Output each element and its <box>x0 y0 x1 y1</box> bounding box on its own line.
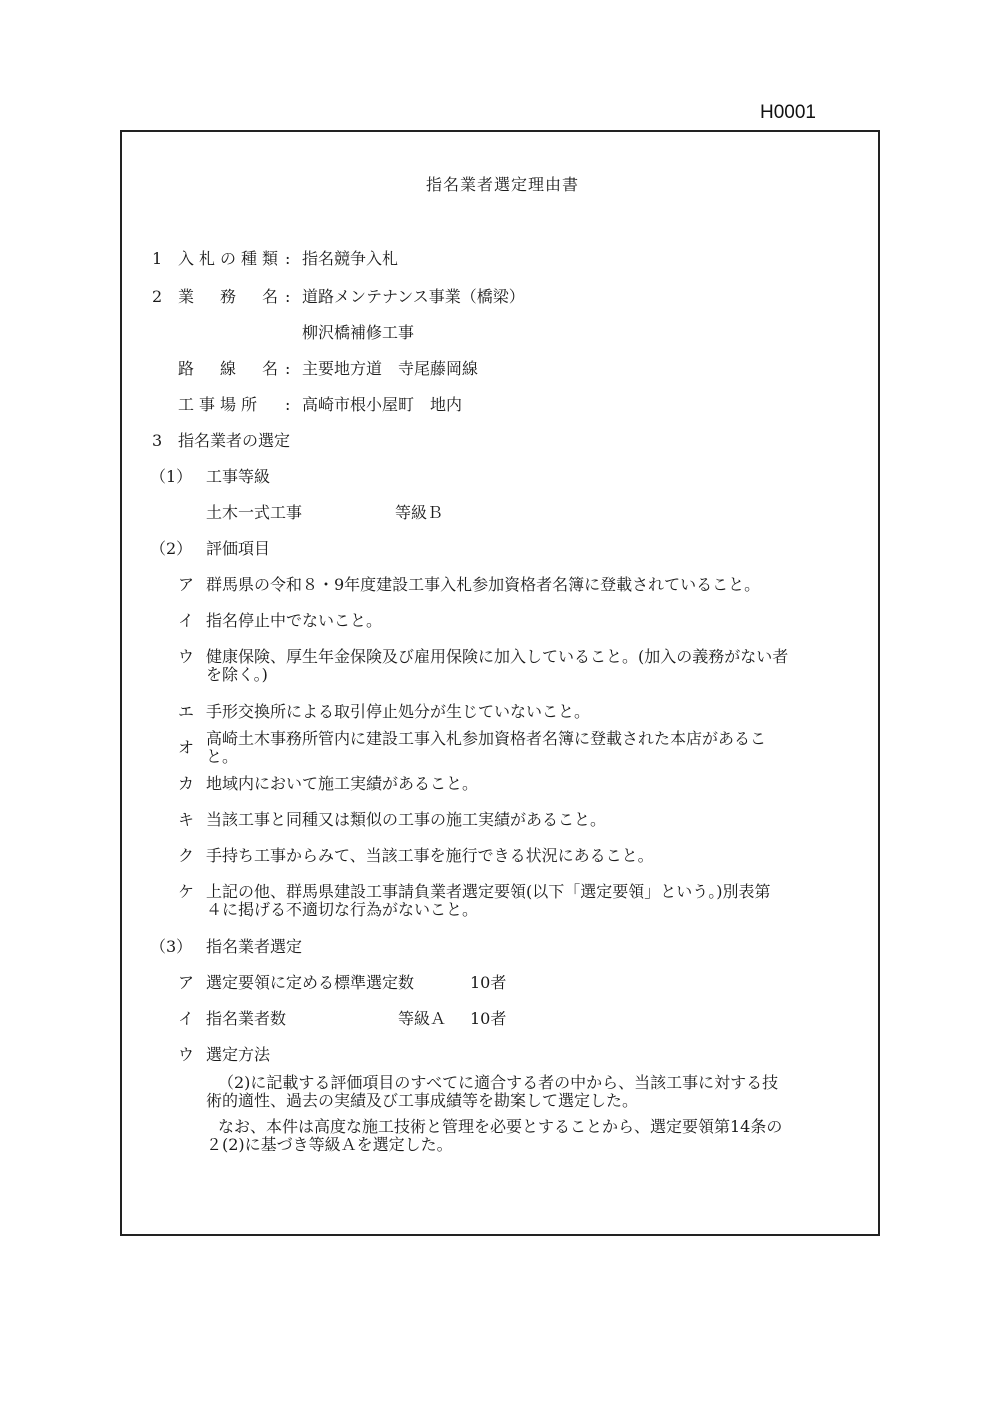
route-colon: : <box>285 359 291 378</box>
eval-item-mark: ケ <box>178 882 195 901</box>
route-label-part3: 名 <box>262 359 279 378</box>
sub1-work-type: 土木一式工事 <box>206 503 303 522</box>
eval-item-text: 手形交換所による取引停止処分が生じていないこと。 <box>206 702 591 721</box>
eval-item-text: 高崎土木事務所管内に建設工事入札参加資格者名簿に登載された本店があるこ <box>206 729 767 748</box>
eval-item-mark: エ <box>178 702 195 721</box>
eval-item-mark: オ <box>178 738 195 757</box>
section1-number: 1 <box>152 249 163 268</box>
eval-item-text: 指名停止中でないこと。 <box>206 611 383 630</box>
sub3-c-mark: ウ <box>178 1045 195 1064</box>
section2-number: 2 <box>152 287 163 306</box>
eval-item-text-cont: を除く。) <box>206 665 268 684</box>
sub2-number: （2） <box>150 539 193 558</box>
eval-item-text-cont: と。 <box>206 747 239 766</box>
eval-item-mark: ア <box>178 575 195 594</box>
place-label: 工事場所 <box>178 395 263 414</box>
eval-item-text: 当該工事と同種又は類似の工事の施工実績があること。 <box>206 810 607 829</box>
section2-value2: 柳沢橋補修工事 <box>302 323 415 342</box>
sub3-b-label: 指名業者数 <box>206 1009 287 1028</box>
route-label-part1: 路 <box>178 359 195 378</box>
sub3-title: 指名業者選定 <box>206 937 303 956</box>
document-id: H0001 <box>760 102 816 123</box>
sub3-number: （3） <box>150 937 193 956</box>
section2-colon: : <box>285 287 291 306</box>
eval-item-mark: ウ <box>178 647 195 666</box>
sub1-grade: 等級Ｂ <box>395 503 444 522</box>
section2-label-part1: 業 <box>178 287 195 306</box>
sub3-b-grade: 等級Ａ <box>398 1009 447 1028</box>
eval-item-mark: イ <box>178 611 195 630</box>
section1-label: 入札の種類 <box>178 249 284 268</box>
sub3-c-text: なお、本件は高度な施工技術と管理を必要とすることから、選定要領第14条の <box>218 1117 783 1136</box>
document-title: 指名業者選定理由書 <box>426 175 580 194</box>
section2-label-part3: 名 <box>262 287 279 306</box>
sub2-title: 評価項目 <box>206 539 271 558</box>
eval-item-text: 地域内において施工実績があること。 <box>206 774 479 793</box>
route-label-part2: 線 <box>220 359 237 378</box>
sub3-b-value: 10者 <box>470 1009 507 1028</box>
sub3-b-mark: イ <box>178 1009 195 1028</box>
place-colon: : <box>285 395 291 414</box>
route-value: 主要地方道 寺尾藤岡線 <box>302 359 479 378</box>
eval-item-text: 手持ち工事からみて、当該工事を施行できる状況にあること。 <box>206 846 654 865</box>
section2-value1: 道路メンテナンス事業（橋梁） <box>302 287 525 306</box>
eval-item-text: 上記の他、群馬県建設工事請負業者選定要領(以下「選定要領」という。)別表第 <box>206 882 771 901</box>
eval-item-text: 健康保険、厚生年金保険及び雇用保険に加入していること。(加入の義務がない者 <box>206 647 789 666</box>
section1-colon: : <box>285 249 291 268</box>
sub3-c-text: （2)に記載する評価項目のすべてに適合する者の中から、当該工事に対する技 <box>218 1073 779 1092</box>
section3-number: 3 <box>152 431 163 450</box>
sub3-a-value: 10者 <box>470 973 507 992</box>
sub3-c-label: 選定方法 <box>206 1045 271 1064</box>
eval-item-mark: ク <box>178 846 195 865</box>
place-value: 高崎市根小屋町 地内 <box>302 395 463 414</box>
section2-label-part2: 務 <box>220 287 237 306</box>
sub3-c-text: ２(2)に基づき等級Ａを選定した。 <box>206 1135 453 1154</box>
section3-title: 指名業者の選定 <box>178 431 291 450</box>
sub3-a-mark: ア <box>178 973 195 992</box>
eval-item-text: 群馬県の令和８・9年度建設工事入札参加資格者名簿に登載されていること。 <box>206 575 761 594</box>
eval-item-mark: キ <box>178 810 195 829</box>
sub3-a-label: 選定要領に定める標準選定数 <box>206 973 415 992</box>
eval-item-text-cont: ４に掲げる不適切な行為がないこと。 <box>206 900 479 919</box>
sub1-title: 工事等級 <box>206 467 271 486</box>
section1-value: 指名競争入札 <box>302 249 399 268</box>
eval-item-mark: カ <box>178 774 195 793</box>
sub3-c-text: 術的適性、過去の実績及び工事成績等を勘案して選定した。 <box>206 1091 639 1110</box>
sub1-number: （1） <box>150 467 193 486</box>
